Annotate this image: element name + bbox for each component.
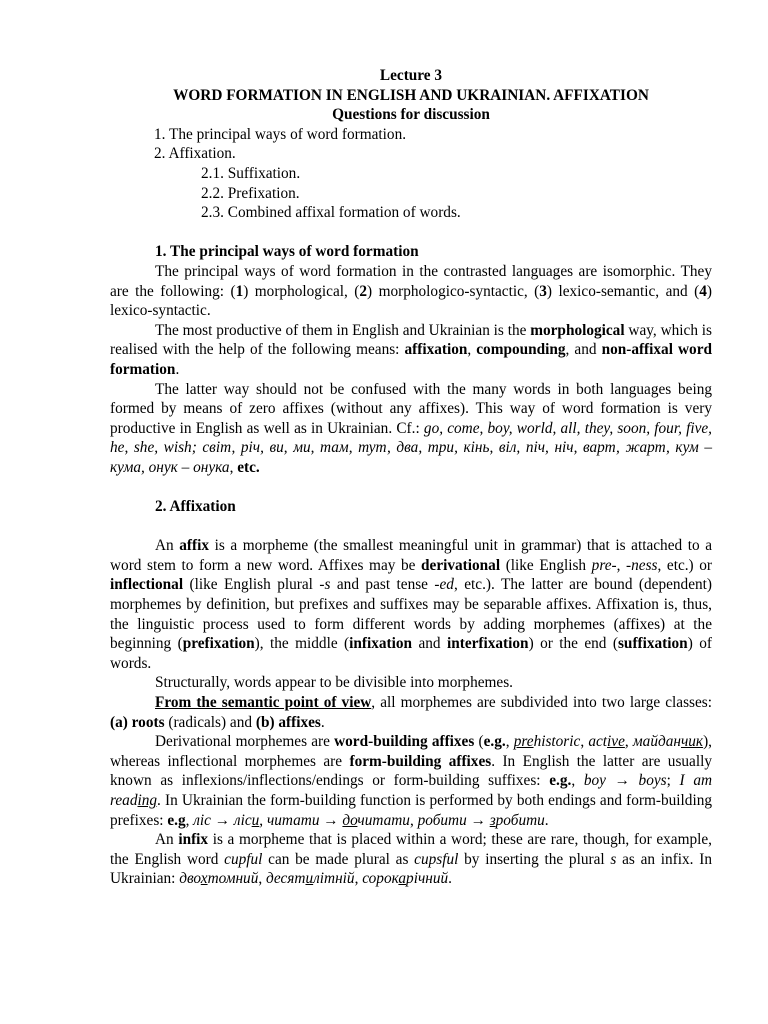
spacer [110,517,712,537]
question-item: 1. The principal ways of word formation. [154,125,407,143]
spacer [110,223,712,243]
lecture-number: Lecture 3 [379,67,443,84]
section-1-paragraph-2: The most productive of them in English and Ukrainian is the morphological way, which is realised with the help of the following means: affixation, compounding, and non-affixal word formation. [110,321,713,378]
subquestion-item: 2.3. Combined affixal formation of words. [201,204,461,222]
section-1-paragraph-1: The principal ways of word formation in the contrasted languages are isomorphic. They are the following: (1) morphological, (2) morphologico-syntactic, (3) lexico-semantic, and (4) lexico-syntactic. [110,262,712,320]
spacer [110,477,712,497]
questions-heading: Questions for discussion [332,106,490,124]
subquestion-item: 2.1. Suffixation. [201,164,301,182]
lecture-title: WORD FORMATION IN ENGLISH AND UKRAINIAN. AFFIXATION [173,86,649,104]
section-1-heading: 1. The principal ways of word formation [155,243,419,261]
section-2-paragraph-3: From the semantic point of view, all morphemes are subdivided into two large classes: (a) roots (radicals) and (b) affixes. [110,694,712,731]
section-1-paragraph-3: The latter way should not be confused with the many words in both languages being formed by means of zero affixes (without any affixes). This way of word formation is very productive in English as well as in Ukrainian. Cf.: go, come, boy, world, all, they, soon, four, five, he, she, wish; світ, річ, ви, ми, там, тут, два, три, кінь, віл, піч, ніч, варт, жарт, кум – кума, онук – онука, etc. [110,380,712,476]
subquestion-item: 2.2. Prefixation. [201,184,300,202]
question-item: 2. Affixation. [154,145,236,163]
section-2-paragraph-1: An affix is a morpheme (the smallest meaningful unit in grammar) that is attached to a word stem to form a new word. Affixes may be derivational (like English pre-, -ness, etc.) or inflectional (like English plural -s and past tense -ed, etc.). The latter are bound (dependent) morphemes by definition, but prefixes and suffixes may be separable affixes. Affixation is, thus, the linguistic process used to form different words by adding morphemes (affixes) at the beginning (prefixation), the middle (infixation and interfixation) or the end (suffixation) of words. [110,537,712,672]
section-2-paragraph-5: An infix is a morpheme that is placed within a word; these are rare, though, for example, the English word cupful can be made plural as cupsful by inserting the plural s as an infix. In Ukrainian: двохтомний, десятилітній, сорокарічний. [110,831,712,888]
section-2-heading: 2. Affixation [155,498,236,516]
section-2-paragraph-4: Derivational morphemes are word-building affixes (e.g., prehistoric, active, майданчик), whereas inflectional morphemes are form-building affixes. In English the latter are usually known as inflexions/inflections/endings or form-building suffixes: e.g., boy → boys; I am reading. In Ukrainian the form-building function is performed by both endings and form-building prefixes: e.g, ліс → ліси, читати → дочитати, робити → зробити. [110,733,713,829]
section-2-paragraph-2: Structurally, words appear to be divisible into morphemes. [155,674,513,692]
